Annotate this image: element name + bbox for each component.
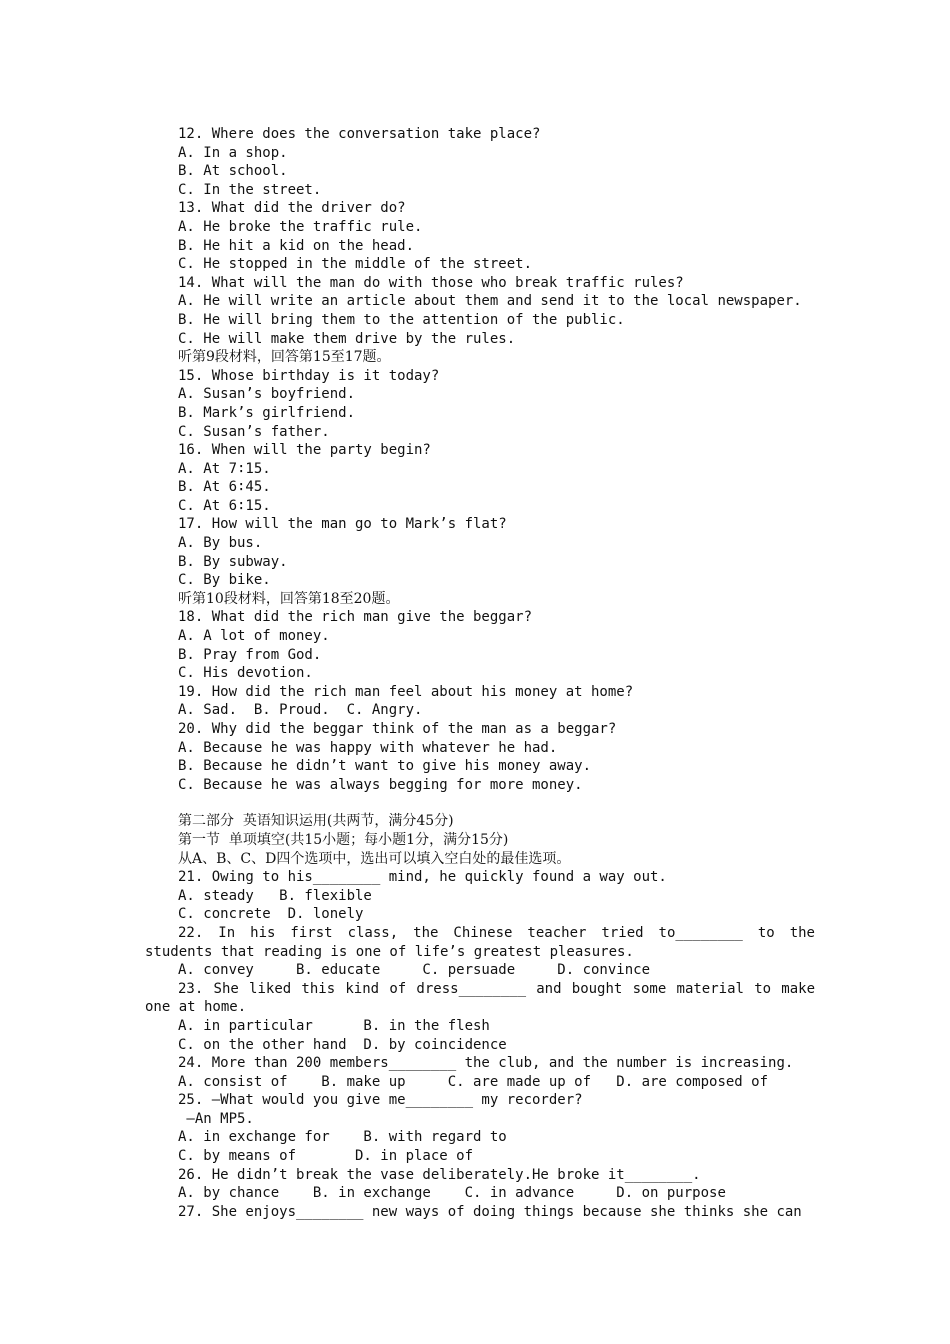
option-17a: A. By bus. [178, 535, 263, 552]
options-25-cd: C. by means of D. in place of [178, 1148, 474, 1165]
option-18a: A. A lot of money. [178, 628, 330, 645]
question-17: 17. How will the man go to Mark’s flat? [178, 516, 507, 533]
options-21-ab: A. steady B. flexible [178, 887, 372, 904]
options-22: A. convey B. educate C. persuade D. convince [178, 962, 651, 979]
section-instruction: 从A、B、C、D四个选项中，选出可以填入空白处的最佳选项。 [178, 850, 571, 867]
listening-section [145, 125, 815, 794]
question-26: 26. He didn’t break the vase deliberately.He broke it________. [178, 1166, 701, 1183]
option-17c: C. By bike. [178, 572, 271, 589]
options-21-cd: C. concrete D. lonely [178, 906, 364, 923]
option-12a: A. In a shop. [178, 144, 288, 161]
option-14a: A. He will write an article about them and send it to the local newspaper. [178, 293, 802, 310]
section-one-heading: 第一节 单项填空(共15小题；每小题1分，满分15分) [178, 831, 509, 848]
option-16b: B. At 6∶45. [178, 479, 271, 496]
question-14: 14. What will the man do with those who break traffic rules? [178, 274, 684, 291]
options-23-cd: C. on the other hand D. by coincidence [178, 1036, 507, 1053]
option-13b: B. He hit a kid on the head. [178, 237, 415, 254]
option-20b: B. Because he didn’t want to give his money away. [178, 758, 592, 775]
option-18b: B. Pray from God. [178, 646, 322, 663]
question-15: 15. Whose birthday is it today? [178, 367, 440, 384]
options-19: A. Sad. B. Proud. C. Angry. [178, 702, 423, 719]
option-15b: B. Mark’s girlfriend. [178, 404, 356, 421]
question-12: 12. Where does the conversation take place? [178, 126, 541, 142]
options-26: A. by chance B. in exchange C. in advance D. on purpose [178, 1185, 726, 1202]
option-16c: C. At 6∶15. [178, 497, 271, 514]
question-22: 22. In his first class, the Chinese teacher tried to________ to the students that reading is one of life’s greatest pleasures. [145, 924, 815, 960]
question-23: 23. She liked this kind of dress________ and bought some material to make one at home. [145, 980, 815, 1016]
question-24: 24. More than 200 members________ the club, and the number is increasing. [178, 1055, 794, 1072]
question-25: 25. —What would you give me________ my recorder? [178, 1092, 583, 1109]
language-usage-section [145, 812, 815, 1221]
option-14b: B. He will bring them to the attention of the public. [178, 311, 625, 328]
document-page [145, 125, 815, 1221]
question-13: 13. What did the driver do? [178, 200, 406, 217]
option-13a: A. He broke the traffic rule. [178, 218, 423, 235]
option-16a: A. At 7∶15. [178, 460, 271, 477]
options-24: A. consist of B. make up C. are made up of D. are composed of [178, 1073, 769, 1090]
part-two-heading: 第二部分 英语知识运用(共两节，满分45分) [178, 813, 454, 830]
question-19: 19. How did the rich man feel about his money at home? [178, 683, 634, 700]
question-21: 21. Owing to his________ mind, he quickly found a way out. [178, 869, 667, 886]
option-15c: C. Susan’s father. [178, 423, 330, 440]
question-27: 27. She enjoys________ new ways of doing things because she thinks she can [178, 1203, 802, 1220]
option-20c: C. Because he was always begging for more money. [178, 776, 583, 793]
option-12c: C. In the street. [178, 181, 322, 198]
options-25-ab: A. in exchange for B. with regard to [178, 1129, 507, 1146]
option-12b: B. At school. [178, 163, 288, 180]
question-25-reply: —An MP5. [178, 1110, 254, 1127]
passage-9-instruction: 听第9段材料，回答第15至17题。 [178, 349, 391, 366]
question-20: 20. Why did the beggar think of the man as a beggar? [178, 721, 617, 737]
option-17b: B. By subway. [178, 553, 288, 570]
option-13c: C. He stopped in the middle of the street. [178, 256, 533, 273]
section-gap [145, 794, 815, 812]
option-14c: C. He will make them drive by the rules. [178, 330, 516, 347]
option-20a: A. Because he was happy with whatever he had. [178, 739, 558, 756]
passage-10-instruction: 听第10段材料，回答第18至20题。 [178, 590, 400, 607]
question-16: 16. When will the party begin? [178, 442, 431, 459]
option-15a: A. Susan’s boyfriend. [178, 386, 356, 403]
option-18c: C. His devotion. [178, 665, 313, 682]
options-23-ab: A. in particular B. in the flesh [178, 1017, 490, 1034]
question-18: 18. What did the rich man give the beggar? [178, 609, 533, 626]
